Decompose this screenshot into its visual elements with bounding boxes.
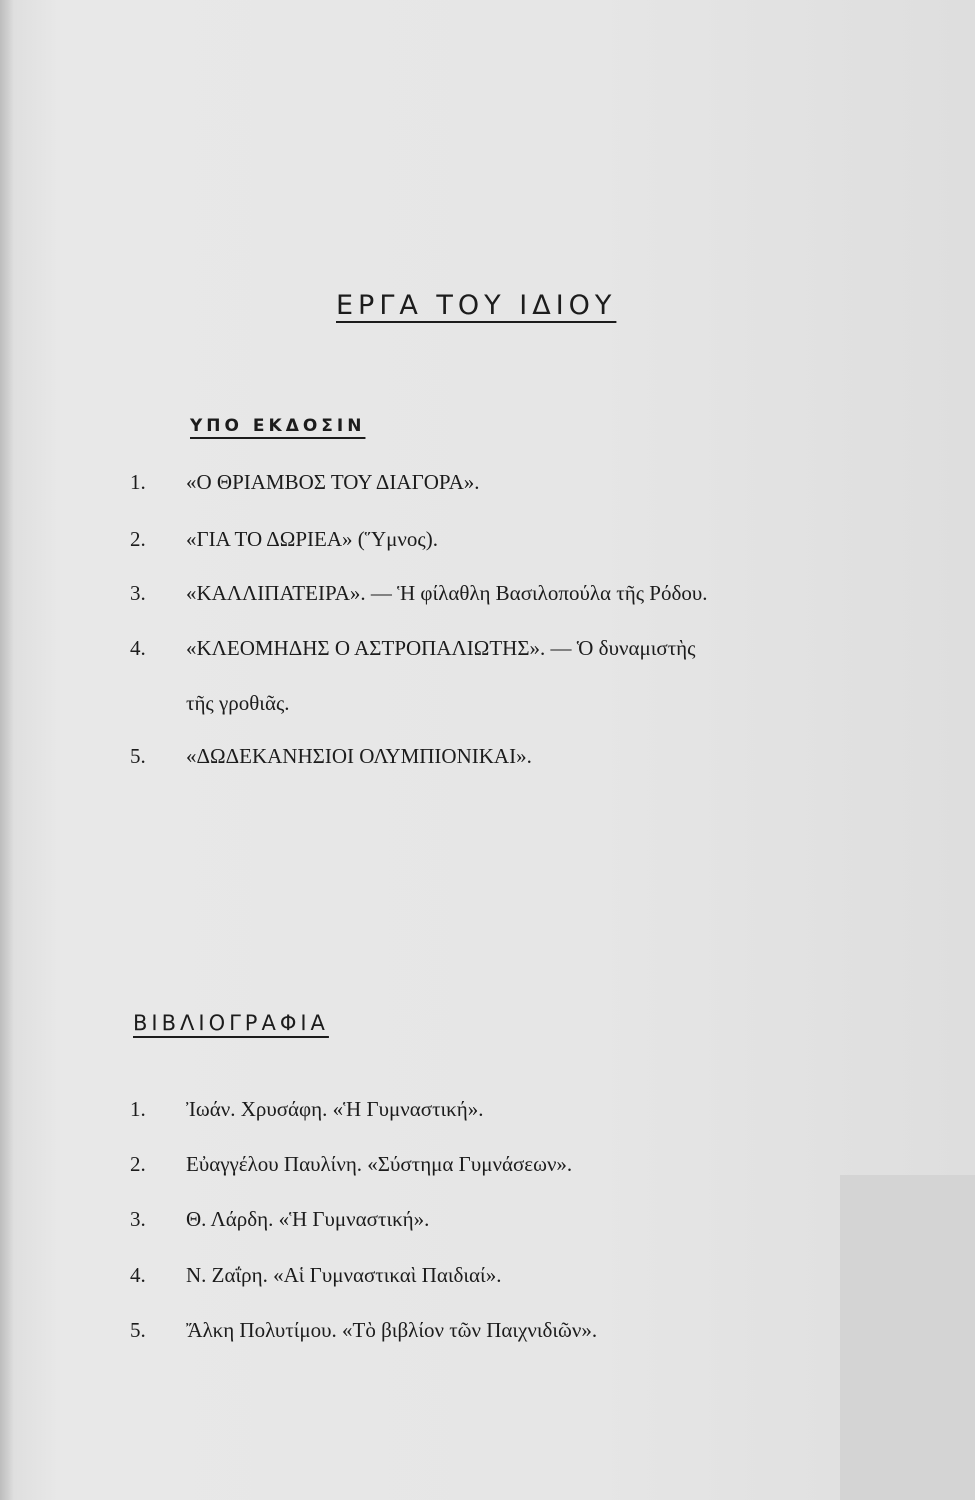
item-text: Ἄλκη Πολυτίμου. «Τὸ βιβλίον τῶν Παιχνιδιῶν».: [186, 1318, 598, 1342]
item-number: 3.: [130, 1207, 146, 1231]
page-title: ΕΡΓΑ ΤΟΥ ΙΔΙΟΥ: [336, 290, 617, 321]
list-item: [130, 527, 438, 552]
list-item: [130, 1318, 597, 1343]
item-text: Ἰωάν. Χρυσάφη. «Ἡ Γυμναστική».: [186, 1097, 484, 1121]
list-item: [130, 581, 707, 606]
section-heading-bibliography: ΒΙΒΛΙΟΓΡΑΦΙΑ: [133, 1011, 329, 1035]
list-item: [130, 1207, 429, 1232]
item-text: «ΔΩΔΕΚΑΝΗΣΙΟΙ ΟΛΥΜΠΙΟΝΙΚΑΙ».: [186, 744, 532, 768]
item-text: «ΓΙΑ ΤΟ ΔΩΡΙΕΑ» (Ὕμνος).: [186, 527, 438, 551]
item-text: Εὐαγγέλου Παυλίνη. «Σύστημα Γυμνάσεων».: [186, 1152, 573, 1176]
item-number: 2.: [130, 527, 146, 551]
item-number: 3.: [130, 581, 146, 605]
item-number: 4.: [130, 1263, 146, 1287]
item-number: 5.: [130, 1318, 146, 1342]
item-number: 1.: [130, 470, 146, 494]
item-text: «Ο ΘΡΙΑΜΒΟΣ ΤΟΥ ΔΙΑΓΟΡΑ».: [186, 470, 480, 494]
list-item: [130, 1152, 572, 1177]
item-text: Θ. Λάρδη. «Ἡ Γυμναστική».: [186, 1207, 430, 1231]
item-number: 1.: [130, 1097, 146, 1121]
list-item: [130, 1097, 483, 1122]
item-text: «ΚΑΛΛΙΠΑΤΕΙΡΑ». — Ἡ φίλαθλη Βασιλοπούλα τῆς Ρόδου.: [186, 581, 708, 605]
list-item: [130, 470, 480, 495]
page-edge-shadow: [0, 0, 14, 1500]
item-number: 4.: [130, 636, 146, 660]
page-stain: [840, 1175, 975, 1500]
list-item: [130, 636, 695, 661]
list-item: [130, 1263, 501, 1288]
item-number: 5.: [130, 744, 146, 768]
item-text-continuation: τῆς γροθιᾶς.: [186, 691, 290, 715]
item-text: Ν. Ζαΐρη. «Αἱ Γυμναστικαὶ Παιδιαί».: [186, 1263, 502, 1287]
item-number: 2.: [130, 1152, 146, 1176]
section-heading-upcoming: ΥΠΟ ΕΚΔΟΣΙΝ: [190, 416, 366, 436]
list-item: [130, 744, 532, 769]
item-text: «ΚΛΕΟΜΗΔΗΣ Ο ΑΣΤΡΟΠΑΛΙΩΤΗΣ». — Ὁ δυναμιστὴς: [186, 636, 696, 660]
